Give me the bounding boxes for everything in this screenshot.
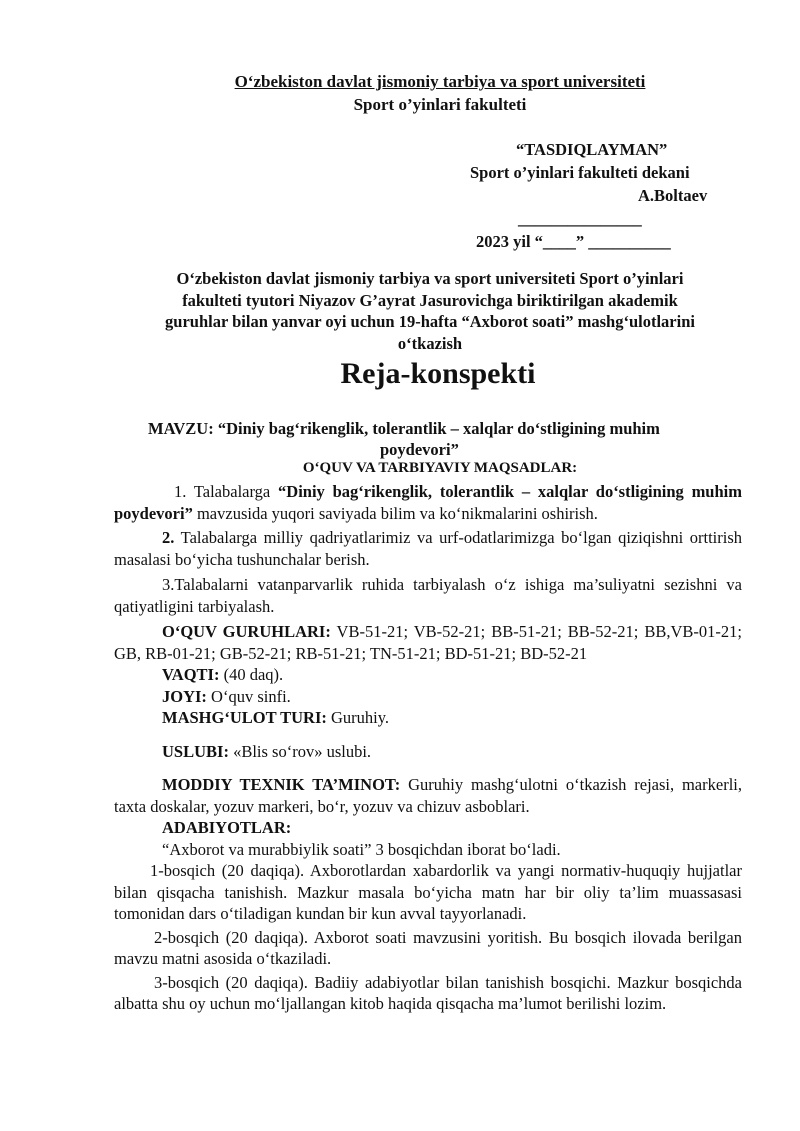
approval-title: “TASDIQLAYMAN” [516,140,668,159]
goal-item-1: 1. Talabalarga “Diniy bag‘rikenglik, tolerantlik – xalqlar do‘stligining muhim poydevori” mavzusida yuqori saviyada bilim va ko‘nikmalarini oshirish. [114,482,742,523]
groups-value: VB-51-21; VB-52-21; BB-51-21; BB-52-21; BB,VB-01-21; GB, RB-01-21; GB-52-21; RB-51-21; TN-51-21; BD-51-21; BD-52-21 [114,622,742,663]
page-title: Reja-konspekti [340,357,536,390]
literature-heading: ADABIYOTLAR: [162,818,292,837]
place-label: JOYI: [162,686,207,706]
topic-line-2: poydevori” [380,440,459,459]
method-label: USLUBI: [162,741,229,761]
document-body [114,481,742,1015]
approval-position: Sport o’yinlari fakulteti dekani [470,163,690,182]
approval-date: 2023 yil “____” __________ [476,232,671,251]
topic-block [148,418,748,460]
intro-line: O‘zbekiston davlat jismoniy tarbiya va sport universiteti Sport o’yinlari [176,269,684,288]
groups-paragraph [114,621,742,664]
university-name: O‘zbekiston davlat jismoniy tarbiya va sport universiteti [234,72,646,91]
type-label: MASHG‘ULOT TURI: [162,708,327,727]
faculty-name: Sport o’yinlari fakulteti [353,95,527,114]
signature-line: _______________ [518,209,642,228]
approval-name: A.Boltaev [638,186,708,205]
approval-block [470,138,730,253]
stages-intro: “Axborot va murabbiylik soati” 3 bosqichdan iborat bo‘ladi. [162,839,561,859]
goal-item-3: 3.Talabalarni vatanparvarlik ruhida tarbiyalash o‘z ishiga ma’suliyatni sezishni va qatiyatligini tarbiyalash. [114,575,742,616]
intro-line: fakulteti tyutori Niyazov G’ayrat Jasurovichga biriktirilgan akademik [182,290,678,310]
time-label: VAQTI: [162,665,220,684]
place-line: JOYI: O‘quv sinfi. [162,686,291,706]
goal-topic-bold: “Diniy bag‘rikenglik, tolerantlik – xalqlar do‘stligining muhim poydevori” [114,482,742,523]
goal-number: 2. [162,528,175,547]
document-header [0,70,800,116]
type-line: MASHG‘ULOT TURI: Guruhiy. [162,708,390,727]
stage-2: 2-bosqich (20 daqiqa). Axborot soati mavzusini yoritish. Bu bosqich ilovada berilgan mavzu matni asosida o‘tkaziladi. [114,927,742,968]
goal-number: 1. [174,482,187,501]
intro-line: o‘tkazish [397,333,463,353]
time-line: VAQTI: (40 daq). [162,665,284,684]
goals-heading: O‘QUV VA TARBIYAVIY MAQSADLAR: [302,460,578,476]
method-line: USLUBI: «Blis so‘rov» uslubi. [162,741,372,761]
topic-label: MAVZU: [148,419,214,438]
topic-line-1: “Diniy bag‘rikenglik, tolerantlik – xalqlar do‘stligining muhim [217,419,660,438]
intro-paragraph [100,268,760,354]
equipment-label: MODDIY TEXNIK TA’MINOT: [162,775,401,794]
intro-line: guruhlar bilan yanvar oyi uchun 19-hafta “Axborot soati” mashg‘ulotlarini [165,312,695,331]
equipment-paragraph: MODDIY TEXNIK TA’MINOT: Guruhiy mashg‘ulotni o‘tkazish rejasi, markerli, taxta doskalar, yozuv markeri, bo‘r, yozuv va chizuv asboblari. [114,775,742,816]
stage-3: 3-bosqich (20 daqiqa). Badiiy adabiyotlar bilan tanishish bosqichi. Mazkur bosqichda albatta shu oy uchun mo‘ljallangan kitob haqida qisqacha ma’lumot berilishi lozim. [114,972,742,1013]
goal-item-2: 2. Talabalarga milliy qadriyatlarimiz va urf-odatlarimizga bo‘lgan qiziqishni orttirish masalasi bo‘yicha tushunchalar berish. [114,528,742,569]
stage-1: 1-bosqich (20 daqiqa). Axborotlardan xabardorlik va yangi normativ-huquqiy hujjatlar bilan qisqacha tanishish. Mazkur masala bo‘yicha matn har bir oliy ta’lim muassasasi tomonidan dars o‘tiladigan kundan bir kun avval tayyorlanadi. [114,861,742,923]
groups-label: O‘QUV GURUHLARI: [162,622,331,641]
